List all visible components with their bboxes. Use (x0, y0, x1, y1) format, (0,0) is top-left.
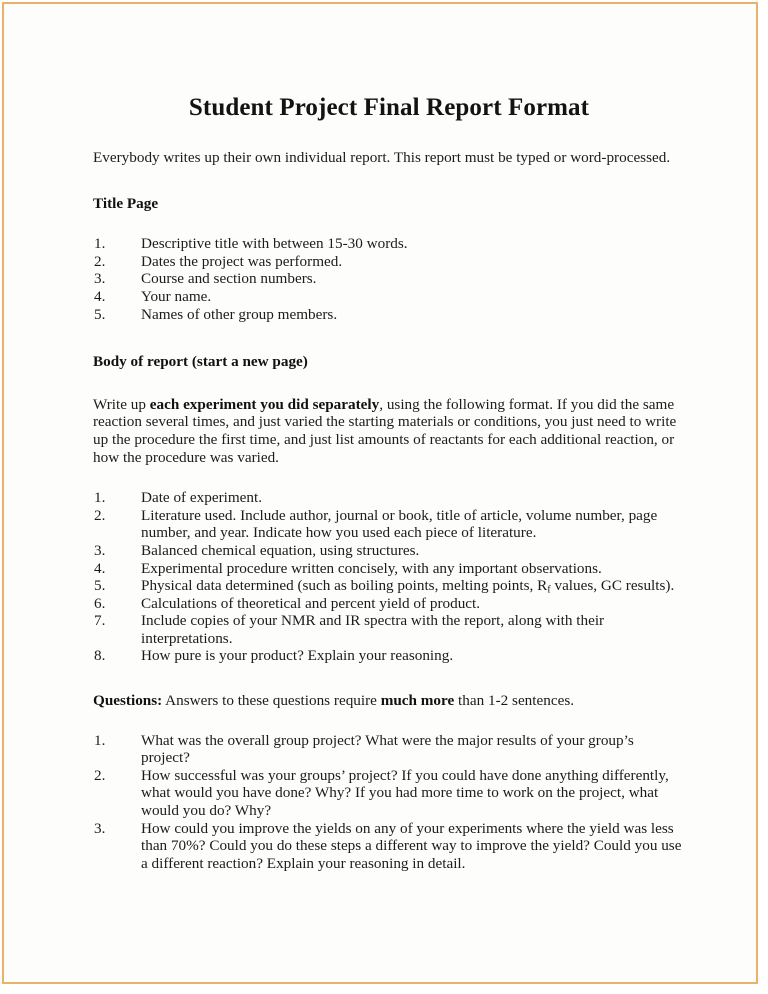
list-item-text: Experimental procedure written concisely, with any important observations. (141, 559, 602, 577)
list-item-number: 1. (94, 235, 106, 253)
list-item-number: 4. (94, 287, 106, 305)
body-report-list (93, 489, 685, 665)
list-item-number: 3. (94, 270, 106, 288)
questions-intro-emphasis: much more (380, 692, 455, 710)
list-item-text (141, 577, 685, 595)
list-item (93, 288, 685, 306)
item-text-after-subscript: values, GC results). (550, 577, 675, 595)
questions-intro-paragraph (93, 692, 685, 710)
list-item-text: Course and section numbers. (141, 270, 317, 288)
title-page-list (93, 235, 685, 323)
list-item-text: How could you improve the yields on any of your experiments where the yield was less than 70%? Could you do these steps a different way to improve the yield? Could you use a different reaction? Explain your reasoning in detail. (141, 819, 682, 872)
page-title: Student Project Final Report Format (188, 94, 590, 121)
list-item-number: 2. (94, 252, 106, 270)
questions-intro-before: Answers to these questions require (162, 692, 381, 710)
list-item-number: 4. (94, 559, 106, 577)
list-item-number: 5. (94, 577, 106, 595)
list-item (93, 489, 685, 507)
section-heading-title-page: Title Page (93, 194, 159, 212)
questions-list (93, 732, 685, 873)
list-item (93, 595, 685, 613)
list-item-text: Your name. (141, 287, 212, 305)
list-item-number: 1. (94, 731, 106, 749)
list-item (93, 767, 685, 820)
list-item (93, 235, 685, 253)
list-item (93, 306, 685, 324)
list-item (93, 612, 685, 647)
body-paragraph-emphasis: each experiment you did separately (149, 395, 380, 413)
list-item-number: 8. (94, 647, 106, 665)
list-item-text: Literature used. Include author, journal or book, title of article, volume number, page number, and year. Indicate how you used each piece of literature. (141, 506, 658, 542)
questions-label: Questions: (93, 692, 163, 710)
list-item (93, 253, 685, 271)
list-item-text: Balanced chemical equation, using structures. (141, 541, 420, 559)
list-item (93, 820, 685, 873)
list-item-text: Dates the project was performed. (141, 252, 343, 270)
body-paragraph-rest: , using the following format. If you did the same reaction several times, and just varied the starting materials or conditions, you just need to write up the procedure the first time, and just list amounts of reactants for each additional reaction, or how the procedure was varied. (93, 395, 677, 466)
list-item-number: 2. (94, 506, 106, 524)
list-item-number: 1. (94, 489, 106, 507)
document-page-frame (2, 2, 758, 984)
list-item (93, 647, 685, 665)
list-item-number: 3. (94, 541, 106, 559)
rf-subscript: f (547, 584, 551, 596)
section-heading-body-of-report: Body of report (start a new page) (93, 353, 308, 371)
document-content (93, 4, 685, 872)
list-item-text: Date of experiment. (141, 489, 263, 507)
list-item (93, 560, 685, 578)
body-instructions-paragraph (93, 396, 685, 466)
list-item-number: 5. (94, 305, 106, 323)
list-item-number: 7. (94, 612, 106, 630)
list-item-text: Names of other group members. (141, 305, 338, 323)
list-item (93, 507, 685, 542)
list-item-text: Calculations of theoretical and percent yield of product. (141, 594, 481, 612)
list-item-number: 2. (94, 766, 106, 784)
list-item-text: How pure is your product? Explain your reasoning. (141, 647, 454, 665)
list-item-text: Descriptive title with between 15-30 words. (141, 235, 408, 253)
list-item-text: What was the overall group project? What were the major results of your group’s project? (141, 731, 634, 767)
body-paragraph-lead: Write up (93, 395, 150, 413)
list-item (93, 542, 685, 560)
intro-paragraph: Everybody writes up their own individual report. This report must be typed or word-processed. (93, 149, 671, 166)
item-text-before-subscript: Physical data determined (such as boiling points, melting points, R (141, 577, 548, 595)
list-item (93, 577, 685, 595)
questions-intro-after: than 1-2 sentences. (454, 692, 575, 710)
list-item-text: How successful was your groups’ project? If you could have done anything differently, what would you have done? Why? If you had more time to work on the project, what would you do? Why? (141, 766, 669, 820)
list-item-number: 3. (94, 819, 106, 837)
list-item (93, 732, 685, 767)
list-item (93, 270, 685, 288)
list-item-number: 6. (94, 594, 106, 612)
list-item-text: Include copies of your NMR and IR spectra with the report, along with their interpretations. (141, 612, 605, 647)
